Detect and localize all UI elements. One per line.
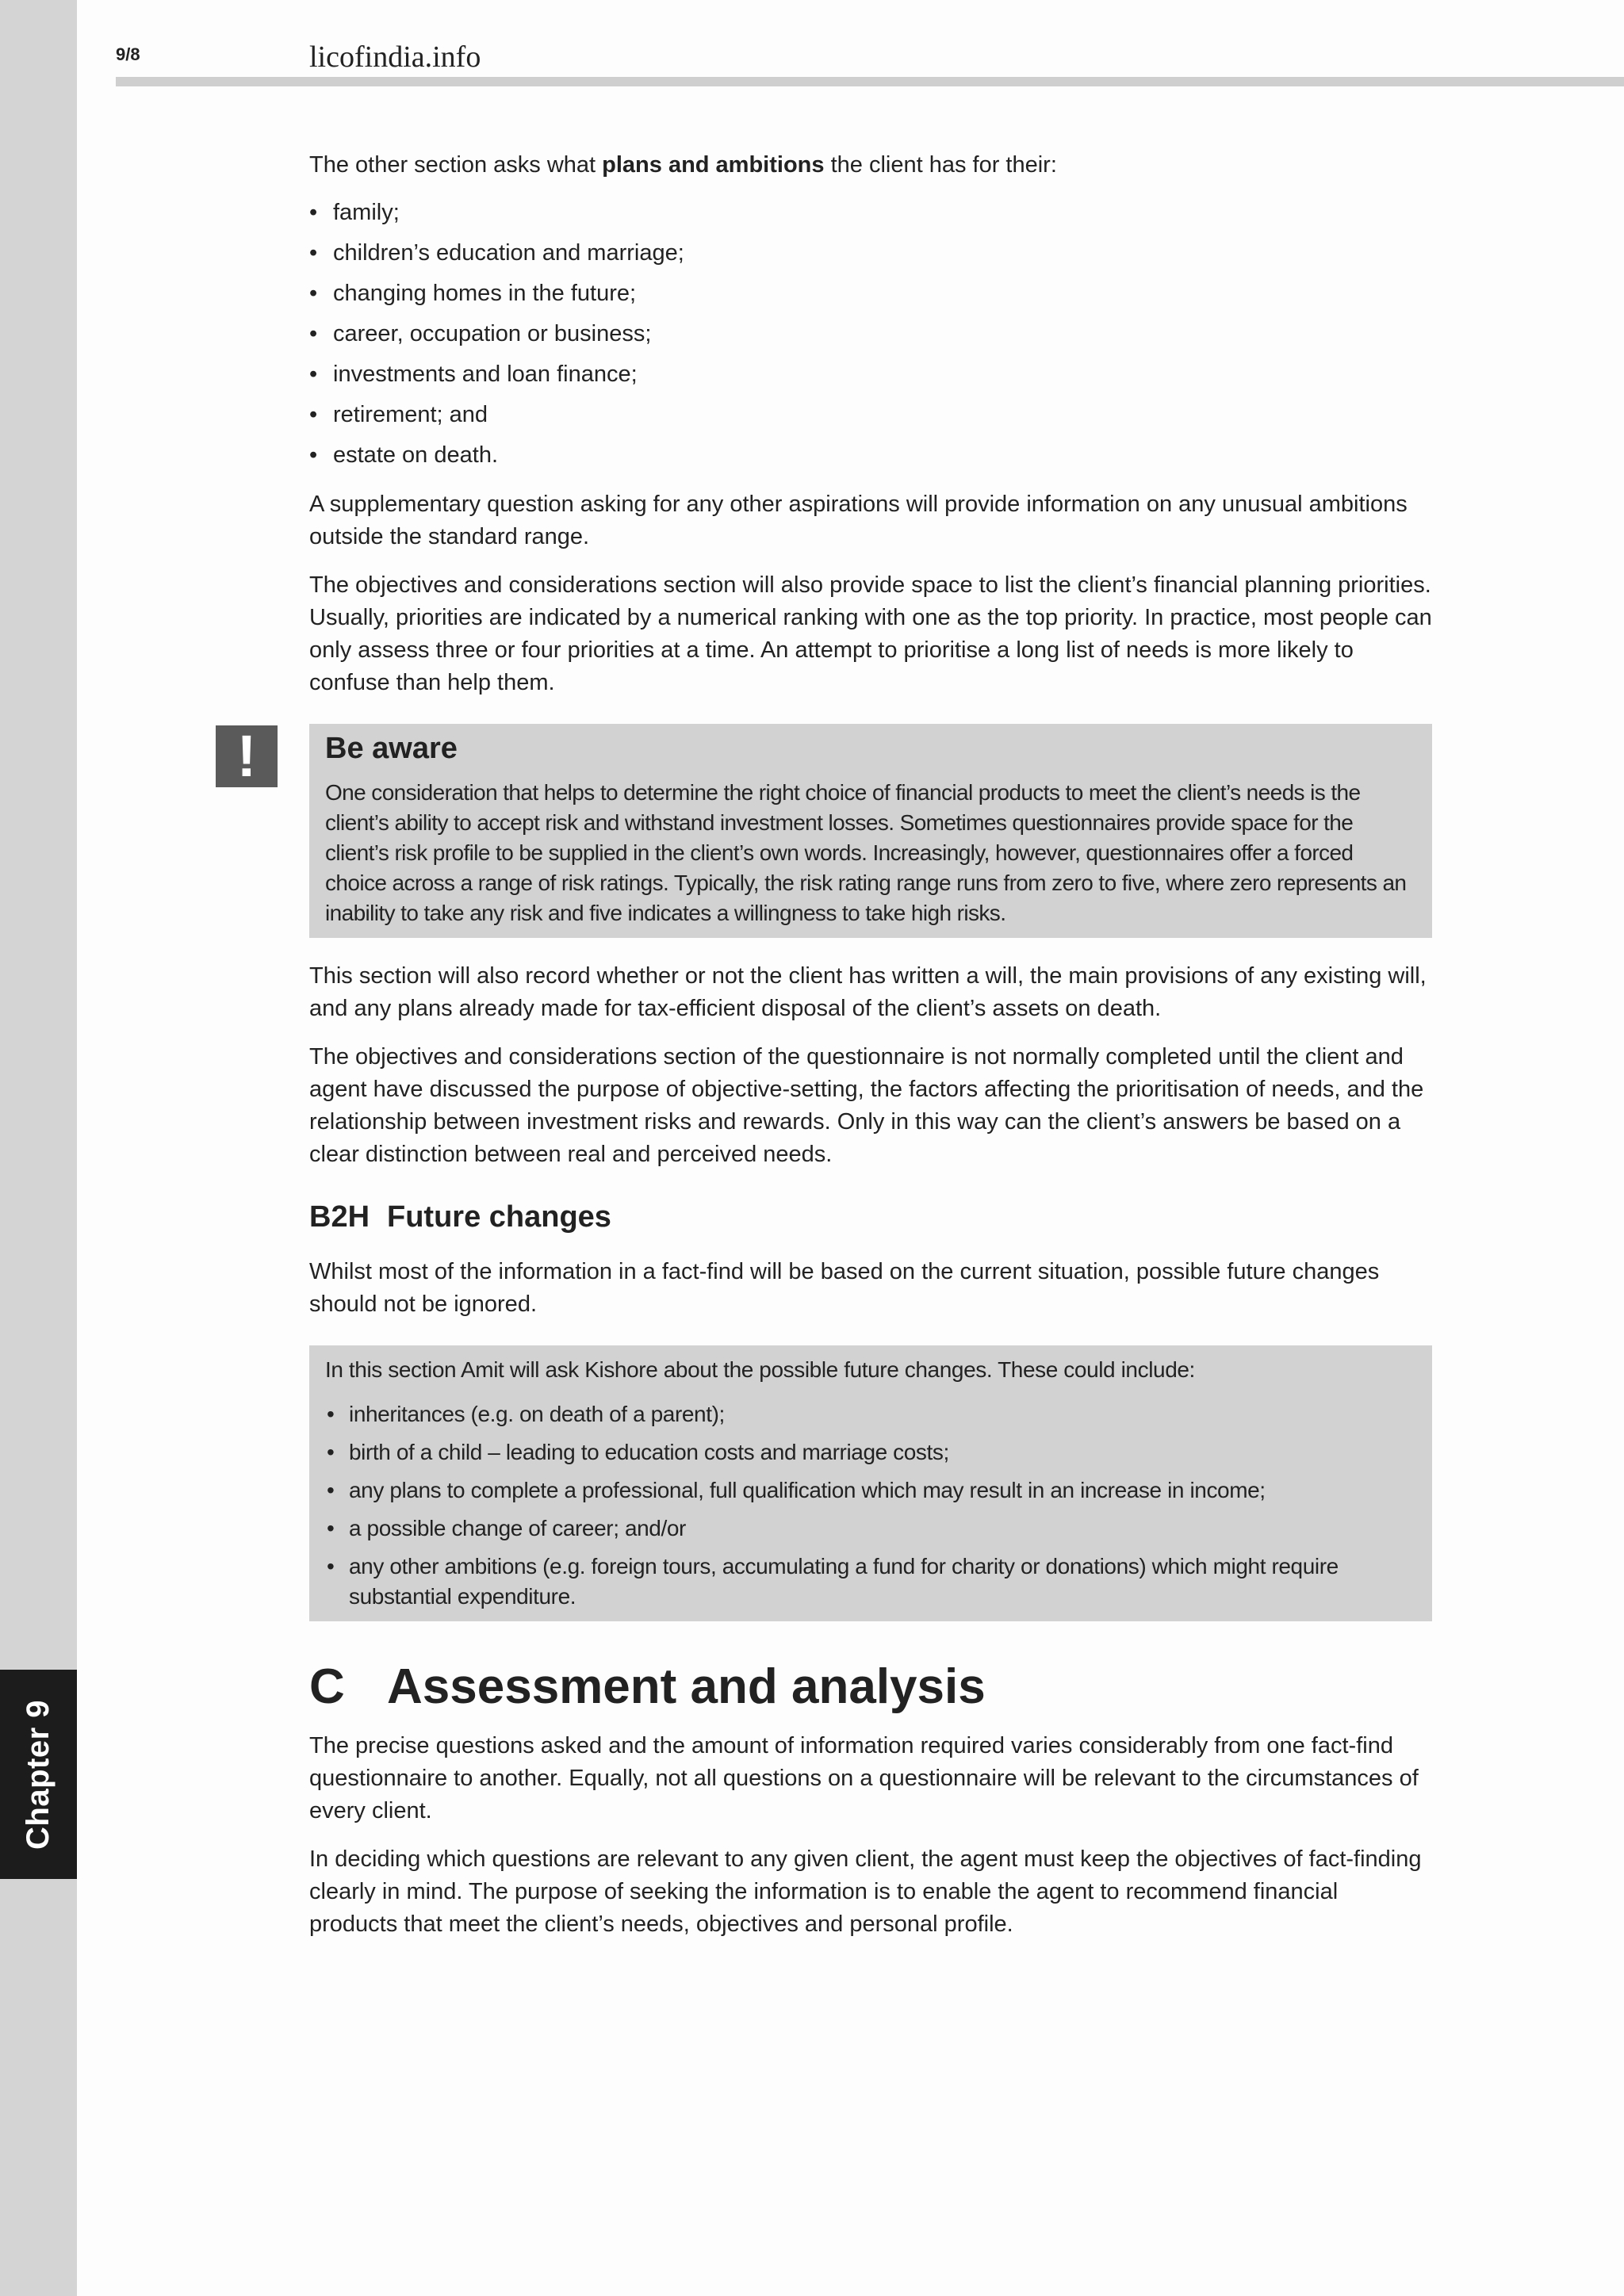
list-item: • inheritances (e.g. on death of a parent); — [325, 1399, 1419, 1429]
section-heading-b2h — [309, 1200, 611, 1234]
header-rule — [116, 77, 1624, 86]
be-aware-box — [309, 724, 1432, 938]
list-item: • investments and loan finance; — [309, 358, 684, 399]
section-title: Assessment and analysis — [387, 1659, 986, 1714]
will-paragraph: This section will also record whether or not the client has written a will, the main provisions of any existing will, and any plans already made for tax-efficient disposal of the client’s assets on death. — [309, 963, 1427, 1021]
exclamation-icon — [216, 725, 278, 787]
chapter-tab — [0, 1670, 77, 1879]
side-strip — [0, 0, 77, 2296]
list-item: • changing homes in the future; — [309, 277, 684, 318]
list-item: • a possible change of career; and/or — [325, 1513, 1419, 1544]
list-item: • estate on death. — [309, 439, 684, 480]
list-item: • any plans to complete a professional, full qualification which may result in an increase in income; — [325, 1475, 1419, 1506]
intro-text-after: the client has for their: — [824, 152, 1057, 178]
example-box — [309, 1345, 1432, 1621]
future-intro-paragraph: Whilst most of the information in a fact-find will be based on the current situation, possible future changes should not be ignored. — [309, 1259, 1380, 1317]
exclamation-glyph: ! — [236, 723, 257, 789]
page-number: 9/8 — [116, 44, 140, 64]
list-item: • children’s education and marriage; — [309, 237, 684, 277]
site-name: licofindia.info — [309, 40, 481, 74]
section-code: C — [309, 1659, 345, 1714]
intro-text-bold: plans and ambitions — [602, 152, 825, 178]
chapter-tab-label: Chapter 9 — [21, 1699, 56, 1850]
objectives-paragraph: The objectives and considerations section of the questionnaire is not normally completed until the client and agent have discussed the purpose of objective-setting, the factors affecting the prioritisation of needs, and the relationship between investment risks and rewards. Only in this way can the client’s answers be based on a clear distinction between real and perceived needs. — [309, 1044, 1424, 1167]
be-aware-title: Be aware — [325, 732, 458, 765]
section-code: B2H — [309, 1200, 370, 1234]
intro-text-before: The other section asks what — [309, 152, 603, 178]
be-aware-text: One consideration that helps to determine the right choice of financial products to meet the client’s needs is the client’s ability to accept risk and withstand investment losses. Sometimes questionnaires provide space for the client’s risk profile to be supplied in the client’s own words. Increasingly, however, questionnaires offer a forced choice across a range of risk ratings. Typically, the risk rating range runs from zero to five, where zero represents an inability to take any risk and five indicates a willingness to take high risks. — [325, 780, 1407, 925]
plans-list — [309, 197, 684, 480]
assessment-paragraph-1: The precise questions asked and the amount of information required varies considerably from one fact-find questionnaire to another. Equally, not all questions on a questionnaire will be relevant to the circumstances of every client. — [309, 1733, 1419, 1823]
intro-paragraph — [309, 149, 1432, 182]
list-item: • career, occupation or business; — [309, 318, 684, 358]
section-title: Future changes — [387, 1200, 611, 1234]
priorities-paragraph: The objectives and considerations section will also provide space to list the client’s financial planning priorities. Usually, priorities are indicated by a numerical ranking with one as the top priority. In practice, most people can only assess three or four priorities at a time. An attempt to prioritise a long list of needs is more likely to confuse than help them. — [309, 572, 1432, 695]
list-item: • retirement; and — [309, 399, 684, 439]
list-item: • any other ambitions (e.g. foreign tours, accumulating a fund for charity or donations) which might require substantial expenditure. — [325, 1552, 1419, 1612]
assessment-paragraph-2: In deciding which questions are relevant to any given client, the agent must keep the objectives of fact-finding clearly in mind. The purpose of seeking the information is to enable the agent to recommend financial products that meet the client’s needs, objectives and personal profile. — [309, 1846, 1422, 1937]
supplementary-paragraph: A supplementary question asking for any other aspirations will provide information on any unusual ambitions outside the standard range. — [309, 492, 1408, 549]
list-item: • birth of a child – leading to education costs and marriage costs; — [325, 1437, 1419, 1468]
section-heading-c — [309, 1659, 986, 1715]
example-intro: In this section Amit will ask Kishore about the possible future changes. These could include: — [325, 1357, 1195, 1382]
example-list — [325, 1399, 1419, 1620]
list-item: • family; — [309, 197, 684, 237]
